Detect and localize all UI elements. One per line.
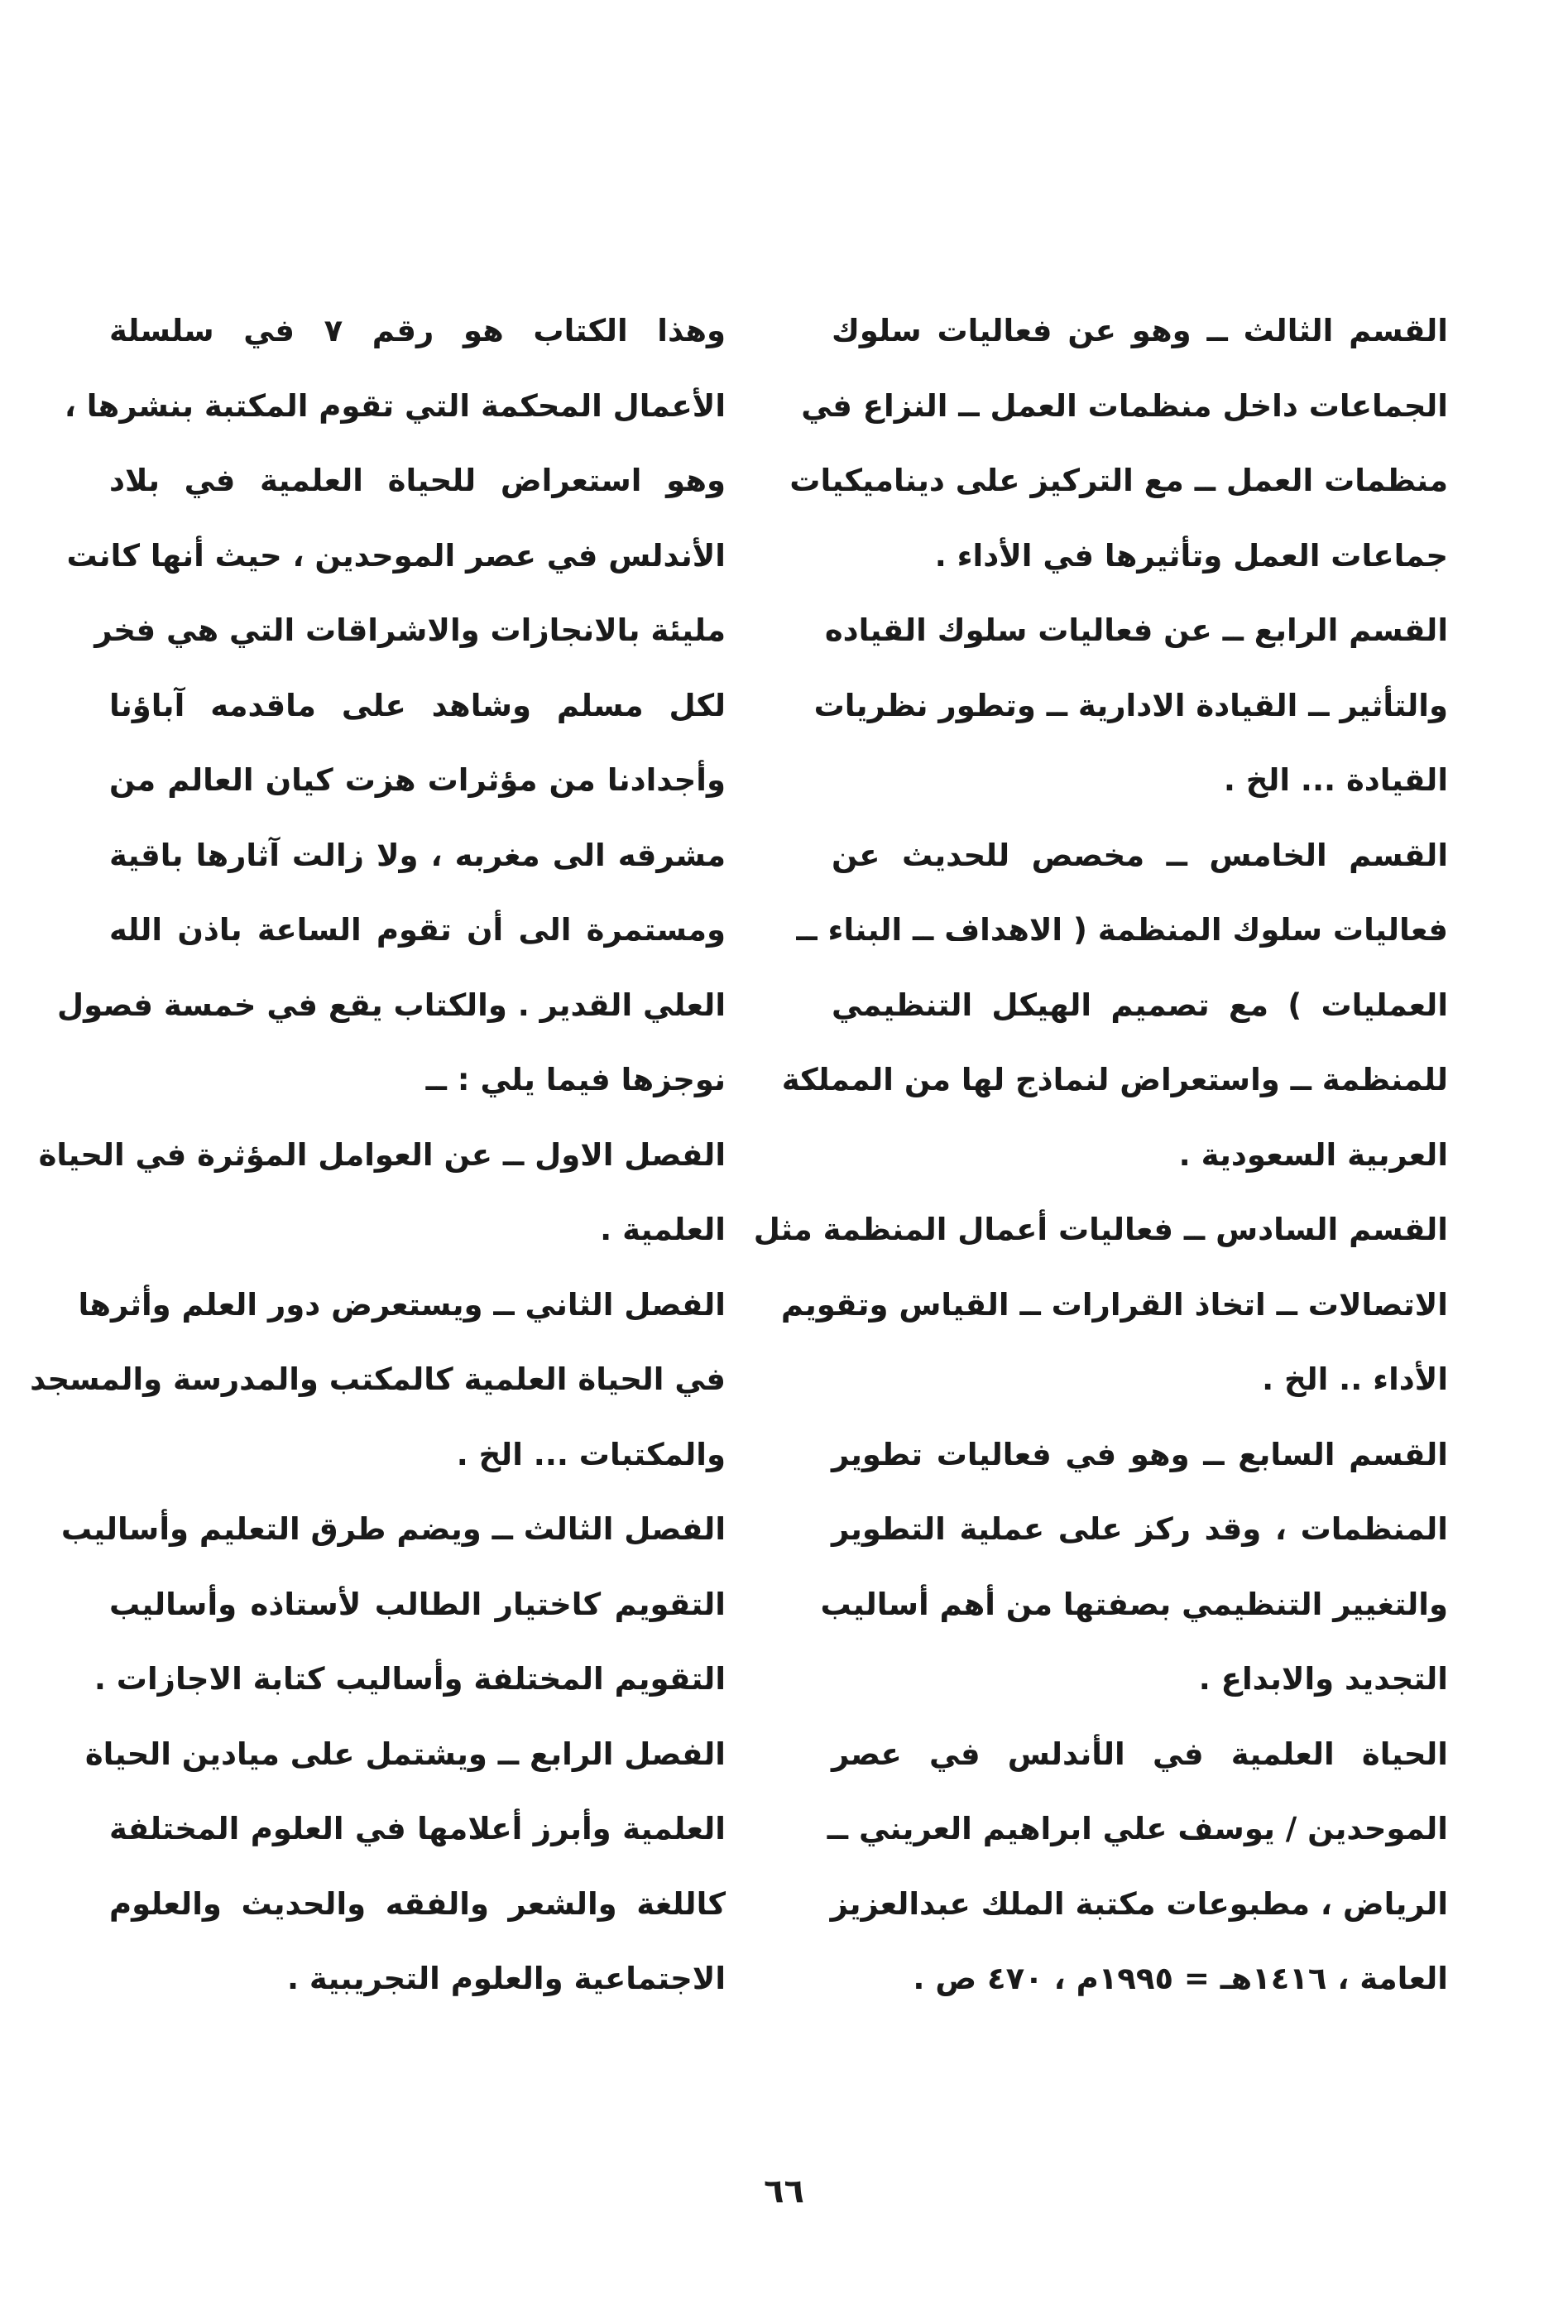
page-number: ٦٦ [764, 2173, 804, 2211]
text-line: الفصل الثالث ــ ويضم طرق التعليم وأساليب [60, 1511, 726, 1547]
text-line: الفصل الرابع ــ ويشتمل على ميادين الحياة [84, 1736, 726, 1772]
text-line: للمنظمة ــ واستعراض لنماذج لها من المملكة [781, 1062, 1448, 1097]
text-line: كاللغة والشعر والفقه والحديث والعلوم [109, 1885, 726, 1922]
text-line: والتأثير ــ القيادة الادارية ــ وتطور نظريات [813, 687, 1448, 723]
left-column [30, 294, 726, 2017]
text-line: وهو استعراض للحياة العلمية في بلاد [109, 463, 726, 498]
text-line: الأندلس في عصر الموحدين ، حيث أنها كانت [66, 537, 726, 574]
text-line: لكل مسلم وشاهد على ماقدمه آباؤنا [109, 687, 726, 723]
text-line: الأداء .. الخ . [1262, 1361, 1448, 1397]
text-line: العربية السعودية . [1178, 1136, 1448, 1173]
text-line: نوجزها فيما يلي : ــ [425, 1062, 726, 1097]
text-line: والتغيير التنظيمي بصفتها من أهم أساليب [820, 1586, 1448, 1622]
citation-line: الرياض ، مطبوعات مكتبة الملك عبدالعزيز [830, 1885, 1448, 1922]
citation-line: العامة ، ١٤١٦هـ = ١٩٩٥م ، ٤٧٠ ص . [913, 1961, 1448, 1996]
text-line: منظمات العمل ــ مع التركيز على ديناميكيات [789, 463, 1448, 498]
text-line: القسم الخامس ــ مخصص للحديث عن [832, 837, 1448, 873]
text-line: الأعمال المحكمة التي تقوم المكتبة بنشرها ، [64, 387, 726, 424]
text-line: مشرقه الى مغربه ، ولا زالت آثارها باقية [109, 837, 726, 873]
text-line: القيادة ... الخ . [1223, 762, 1448, 798]
text-line: وأجدادنا من مؤثرات هزت كيان العالم من [109, 762, 726, 798]
text-line: المنظمات ، وقد ركز على عملية التطوير [832, 1511, 1448, 1547]
text-line: التجديد والابداع . [1198, 1661, 1448, 1697]
text-line: ومستمرة الى أن تقوم الساعة باذن الله [109, 912, 726, 948]
text-line: القسم السابع ــ وهو في فعاليات تطوير [832, 1436, 1448, 1472]
text-line: العلي القدير . والكتاب يقع في خمسة فصول [57, 987, 726, 1023]
text-line: التقويم المختلفة وأساليب كتابة الاجازات . [94, 1661, 726, 1697]
text-line: مليئة بالانجازات والاشراقات التي هي فخر [94, 612, 726, 648]
right-column [753, 294, 1448, 2017]
text-line: الجماعات داخل منظمات العمل ــ النزاع في [801, 387, 1448, 424]
text-line: الاجتماعية والعلوم التجريبية . [287, 1961, 726, 1996]
text-line: التقويم كاختيار الطالب لأستاذه وأساليب [109, 1586, 726, 1622]
text-line: الفصل الاول ــ عن العوامل المؤثرة في الحياة [38, 1136, 726, 1173]
text-line: الاتصالات ــ اتخاذ القرارات ــ القياس وتقويم [780, 1286, 1448, 1323]
citation-line: الموحدين / يوسف علي ابراهيم العريني ــ [827, 1811, 1448, 1846]
text-line: العلمية وأبرز أعلامها في العلوم المختلفة [109, 1811, 726, 1846]
text-line: العلمية . [600, 1212, 726, 1247]
text-line: القسم الرابع ــ عن فعاليات سلوك القياده [824, 612, 1448, 648]
text-line: فعاليات سلوك المنظمة ( الاهداف ــ البناء ــ [796, 912, 1448, 948]
text-line: في الحياة العلمية كالمكتب والمدرسة والمسجد [30, 1361, 726, 1397]
text-line: جماعات العمل وتأثيرها في الأداء . [934, 537, 1448, 574]
text-line: وهذا الكتاب هو رقم ٧ في سلسلة [109, 313, 726, 348]
citation-line: الحياة العلمية في الأندلس في عصر [832, 1736, 1448, 1772]
text-line: والمكتبات ... الخ . [456, 1436, 726, 1472]
text-line: الفصل الثاني ــ ويستعرض دور العلم وأثرها [78, 1286, 726, 1323]
text-line: العمليات ) مع تصميم الهيكل التنظيمي [832, 987, 1448, 1023]
text-line: القسم السادس ــ فعاليات أعمال المنظمة مثل [753, 1212, 1448, 1247]
text-line: القسم الثالث ــ وهو عن فعاليات سلوك [832, 313, 1448, 348]
